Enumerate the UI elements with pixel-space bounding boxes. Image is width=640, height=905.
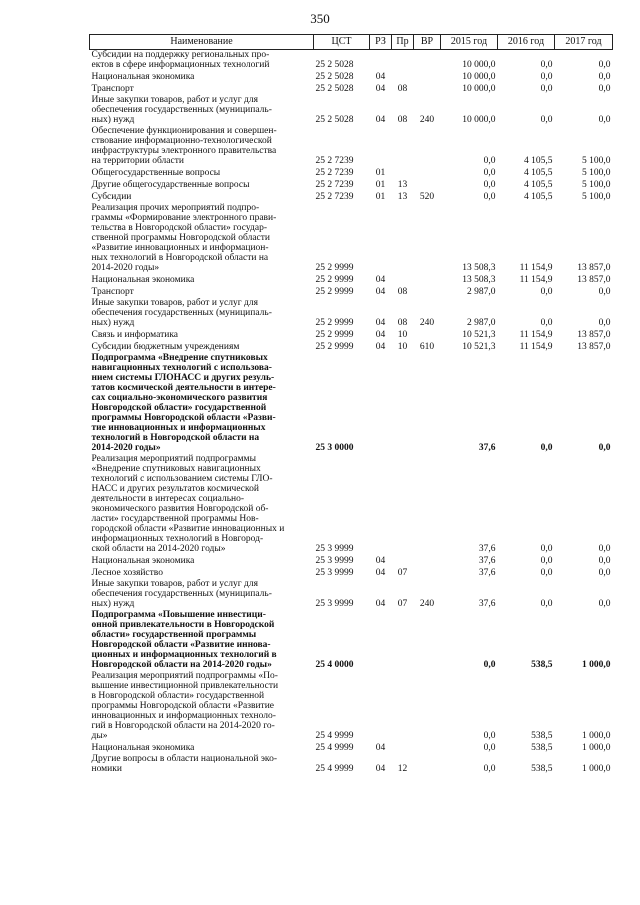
row-value-2015: 0,0 [483,180,496,190]
row-value-2017: 0,0 [598,115,611,125]
row-value-2016: 4 105,5 [524,156,553,166]
row-value-2015: 10 521,3 [462,342,496,352]
row-name: Лесное хозяйство [91,568,163,578]
row-vr [414,286,441,298]
header-vr: ВР [414,35,441,50]
row-pr [392,454,414,555]
row-value-2017: 5 100,0 [582,156,611,166]
row-cst: 25 3 0000 [315,443,354,453]
row-pr [392,274,414,286]
row-cst: 25 2 5028 [315,60,354,70]
row-value-2017: 0,0 [598,599,611,609]
table-row [90,610,613,671]
row-value-2015: 10 000,0 [462,84,496,94]
table-row [90,95,613,126]
row-vr [414,203,441,274]
row-pr: 07 [397,599,408,609]
row-value-2017: 5 100,0 [582,192,611,202]
row-vr [414,83,441,95]
row-name: Транспорт [91,287,134,297]
row-value-2017: 0,0 [598,287,611,297]
row-pr: 10 [397,330,408,340]
table-row [90,50,613,72]
table-row [90,298,613,329]
row-pr: 08 [397,287,408,297]
budget-table [89,34,613,775]
row-value-2017: 1 000,0 [582,660,611,670]
row-pr [392,167,414,179]
header-2016: 2016 год [498,35,555,50]
row-value-2017: 5 100,0 [582,180,611,190]
row-vr: 610 [419,342,435,352]
row-value-2016: 11 154,9 [519,263,553,273]
header-2015: 2015 год [441,35,498,50]
row-value-2015: 37,6 [478,544,496,554]
header-cst: ЦСТ [314,35,370,50]
table-row [90,742,613,754]
row-rz: 04 [375,342,386,352]
row-vr: 240 [419,115,435,125]
table-row [90,353,613,454]
row-value-2015: 37,6 [478,568,496,578]
row-value-2016: 0,0 [540,60,553,70]
row-pr: 13 [397,180,408,190]
row-vr: 240 [419,599,435,609]
row-rz: 04 [375,115,386,125]
table-row [90,671,613,742]
header-name: Наименование [90,35,314,50]
row-value-2016: 0,0 [540,599,553,609]
row-value-2017: 0,0 [598,544,611,554]
row-pr [392,50,414,72]
row-rz: 04 [375,764,386,774]
table-row [90,754,613,775]
row-value-2016: 538,5 [531,660,553,670]
row-value-2016: 4 105,5 [524,168,553,178]
row-value-2015: 10 521,3 [462,330,496,340]
header-2017: 2017 год [555,35,613,50]
row-rz: 04 [375,330,386,340]
row-value-2017: 1 000,0 [582,731,611,741]
row-cst: 25 2 9999 [315,318,354,328]
row-value-2017: 1 000,0 [582,743,611,753]
row-vr [414,353,441,454]
row-cst: 25 3 9999 [315,556,354,566]
row-name: Национальная экономика [91,72,195,82]
row-value-2017: 0,0 [598,84,611,94]
row-value-2017: 0,0 [598,72,611,82]
row-pr: 13 [397,192,408,202]
row-rz: 04 [375,568,386,578]
row-vr [414,167,441,179]
row-name: Национальная экономика [91,275,195,285]
row-cst: 25 2 9999 [315,263,354,273]
row-value-2016: 538,5 [531,764,553,774]
row-pr [392,203,414,274]
table-row [90,555,613,567]
table-row [90,167,613,179]
row-cst: 25 2 7239 [315,180,354,190]
row-value-2015: 0,0 [483,764,496,774]
row-vr [414,329,441,341]
row-rz: 04 [375,287,386,297]
row-value-2017: 13 857,0 [577,263,611,273]
row-value-2015: 2 987,0 [467,318,496,328]
row-rz: 04 [375,84,386,94]
row-value-2016: 4 105,5 [524,180,553,190]
row-rz: 04 [375,743,386,753]
row-pr: 08 [397,318,408,328]
row-cst: 25 2 7239 [315,168,354,178]
row-cst: 25 4 9999 [315,743,354,753]
row-pr: 08 [397,115,408,125]
row-value-2015: 37,6 [478,599,496,609]
header-pr: Пр [392,35,414,50]
table-row [90,579,613,610]
row-value-2015: 0,0 [483,743,496,753]
row-name: Транспорт [91,84,134,94]
row-value-2016: 0,0 [540,556,553,566]
row-vr [414,71,441,83]
row-rz: 01 [375,180,386,190]
row-cst: 25 2 9999 [315,275,354,285]
row-value-2016: 11 154,9 [519,330,553,340]
row-value-2017: 0,0 [598,60,611,70]
row-pr [392,353,414,454]
row-value-2017: 0,0 [598,568,611,578]
page-number: 350 [310,11,330,26]
row-name: Подпрограмма «Внедрение спутниковых навигационных технологий с использова- нием системы ГЛОНАСС и других резуль- татов космической деятельности в интере- сах социально-экономического развития Новгородской области» государственной программы Новгородской области «Разви- тие инновационных и информационных технологий в Новгородской области на 2014-2020 годы» [91,353,276,453]
row-cst: 25 3 9999 [315,568,354,578]
row-cst: 25 4 9999 [315,731,354,741]
row-rz [370,353,392,454]
table-header-row [90,35,613,50]
table-body [90,50,613,776]
row-pr [392,610,414,671]
row-vr: 520 [419,192,435,202]
row-vr [414,126,441,167]
row-rz [370,126,392,167]
row-name: Другие общегосударственные вопросы [91,180,250,190]
row-pr [392,126,414,167]
row-value-2015: 37,6 [478,556,496,566]
row-rz [370,671,392,742]
table-row [90,71,613,83]
row-value-2016: 0,0 [540,544,553,554]
row-value-2015: 13 508,3 [462,275,496,285]
header-rz: РЗ [370,35,392,50]
row-rz: 04 [375,318,386,328]
table-row [90,203,613,274]
row-name: Реализация прочих мероприятий подпро- граммы «Формирование электронного прави- тельства в Новгородской области» государ- ственной программы Новгородской области «Развитие инновационных и информацион- ных технологий в Новгородской области на 2014-2020 годы» [91,203,277,273]
row-value-2017: 13 857,0 [577,330,611,340]
row-rz [370,454,392,555]
row-vr [414,567,441,579]
row-vr [414,610,441,671]
row-name: Субсидии на поддержку региональных про- ектов в сфере информационных технологий [91,50,270,70]
row-value-2016: 0,0 [540,72,553,82]
row-value-2016: 11 154,9 [519,275,553,285]
row-value-2016: 0,0 [540,568,553,578]
row-name: Национальная экономика [91,556,195,566]
row-rz [370,203,392,274]
row-value-2016: 538,5 [531,731,553,741]
row-value-2017: 1 000,0 [582,764,611,774]
table-row [90,179,613,191]
row-cst: 25 2 9999 [315,330,354,340]
row-value-2015: 10 000,0 [462,115,496,125]
row-pr [392,742,414,754]
row-vr [414,754,441,775]
row-cst: 25 4 0000 [315,660,354,670]
table-row [90,83,613,95]
row-name: Реализация мероприятий подпрограммы «Внедрение спутниковых навигационных технологий с использованием системы ГЛО- НАСС и других результатов космической деятельности в интересах социально- экономического развития Новгородской об- ласти» государственной программы Нов- городской области «Развитие инновационных и информационных технологий в Новгород- ской области на 2014-2020 годы» [91,454,285,554]
row-cst: 25 3 9999 [315,544,354,554]
table-row [90,341,613,353]
row-cst: 25 4 9999 [315,764,354,774]
row-name: Национальная экономика [91,743,195,753]
row-name: Иные закупки товаров, работ и услуг для обеспечения государственных (муниципаль- ных) нужд [91,95,272,125]
row-pr [392,555,414,567]
row-value-2016: 538,5 [531,743,553,753]
row-pr [392,671,414,742]
row-value-2015: 0,0 [483,731,496,741]
row-rz: 01 [375,192,386,202]
row-value-2015: 10 000,0 [462,72,496,82]
row-vr [414,671,441,742]
row-cst: 25 2 7239 [315,192,354,202]
row-rz [370,50,392,72]
row-value-2015: 2 987,0 [467,287,496,297]
row-value-2016: 0,0 [540,287,553,297]
row-value-2017: 0,0 [598,556,611,566]
table-row [90,191,613,203]
row-name: Субсидии [91,192,132,202]
row-vr: 240 [419,318,435,328]
row-pr: 07 [397,568,408,578]
row-rz: 04 [375,72,386,82]
row-vr [414,742,441,754]
row-rz: 04 [375,599,386,609]
row-value-2016: 0,0 [540,443,553,453]
row-cst: 25 2 5028 [315,72,354,82]
table-row [90,274,613,286]
row-cst: 25 2 5028 [315,84,354,94]
table-row [90,126,613,167]
row-rz: 04 [375,275,386,285]
row-name: Субсидии бюджетным учреждениям [91,342,240,352]
row-name: Связь и информатика [91,330,179,340]
row-value-2015: 0,0 [483,192,496,202]
row-name: Подпрограмма «Повышение инвестици- онной привлекательности в Новгородской области» государственной программы Новгородской области «Развитие иннова- ционных и информационных технологий в Новгородской области на 2014-2020 годы» [91,610,277,670]
row-value-2015: 10 000,0 [462,60,496,70]
row-cst: 25 2 9999 [315,342,354,352]
row-name: Реализация мероприятий подпрограммы «По- вышение инвестиционной привлекательности в Новгородской области» государственной программы Новгородской области «Развитие инновационных и информационных техноло- гий в Новгородской области на 2014-2020 го- ды» [91,671,279,741]
row-value-2016: 0,0 [540,84,553,94]
row-name: Обеспечение функционирования и совершен- ствование информационно-технологической инфраструктуры электронного правительства на территории области [91,126,277,166]
row-rz [370,610,392,671]
row-cst: 25 2 7239 [315,156,354,166]
row-name: Другие вопросы в области национальной эко- номики [91,754,277,774]
row-name: Иные закупки товаров, работ и услуг для обеспечения государственных (муниципаль- ных) нужд [91,579,272,609]
row-cst: 25 2 5028 [315,115,354,125]
row-name: Иные закупки товаров, работ и услуг для обеспечения государственных (муниципаль- ных) нужд [91,298,272,328]
row-value-2015: 13 508,3 [462,263,496,273]
row-value-2015: 0,0 [483,156,496,166]
table-row [90,567,613,579]
row-value-2017: 0,0 [598,443,611,453]
row-value-2017: 13 857,0 [577,275,611,285]
row-value-2017: 5 100,0 [582,168,611,178]
row-pr: 10 [397,342,408,352]
table-row [90,286,613,298]
row-value-2015: 0,0 [483,660,496,670]
table-row [90,329,613,341]
row-value-2016: 0,0 [540,115,553,125]
row-rz: 01 [375,168,386,178]
row-value-2017: 13 857,0 [577,342,611,352]
row-value-2017: 0,0 [598,318,611,328]
row-vr [414,555,441,567]
row-value-2016: 11 154,9 [519,342,553,352]
row-name: Общегосударственные вопросы [91,168,221,178]
row-value-2015: 37,6 [478,443,496,453]
row-vr [414,454,441,555]
row-vr [414,50,441,72]
row-vr [414,274,441,286]
row-pr: 08 [397,84,408,94]
row-value-2016: 0,0 [540,318,553,328]
row-value-2015: 0,0 [483,168,496,178]
row-rz: 04 [375,556,386,566]
row-pr: 12 [397,764,408,774]
row-cst: 25 3 9999 [315,599,354,609]
row-vr [414,179,441,191]
row-pr [392,71,414,83]
row-cst: 25 2 9999 [315,287,354,297]
row-value-2016: 4 105,5 [524,192,553,202]
table-row [90,454,613,555]
